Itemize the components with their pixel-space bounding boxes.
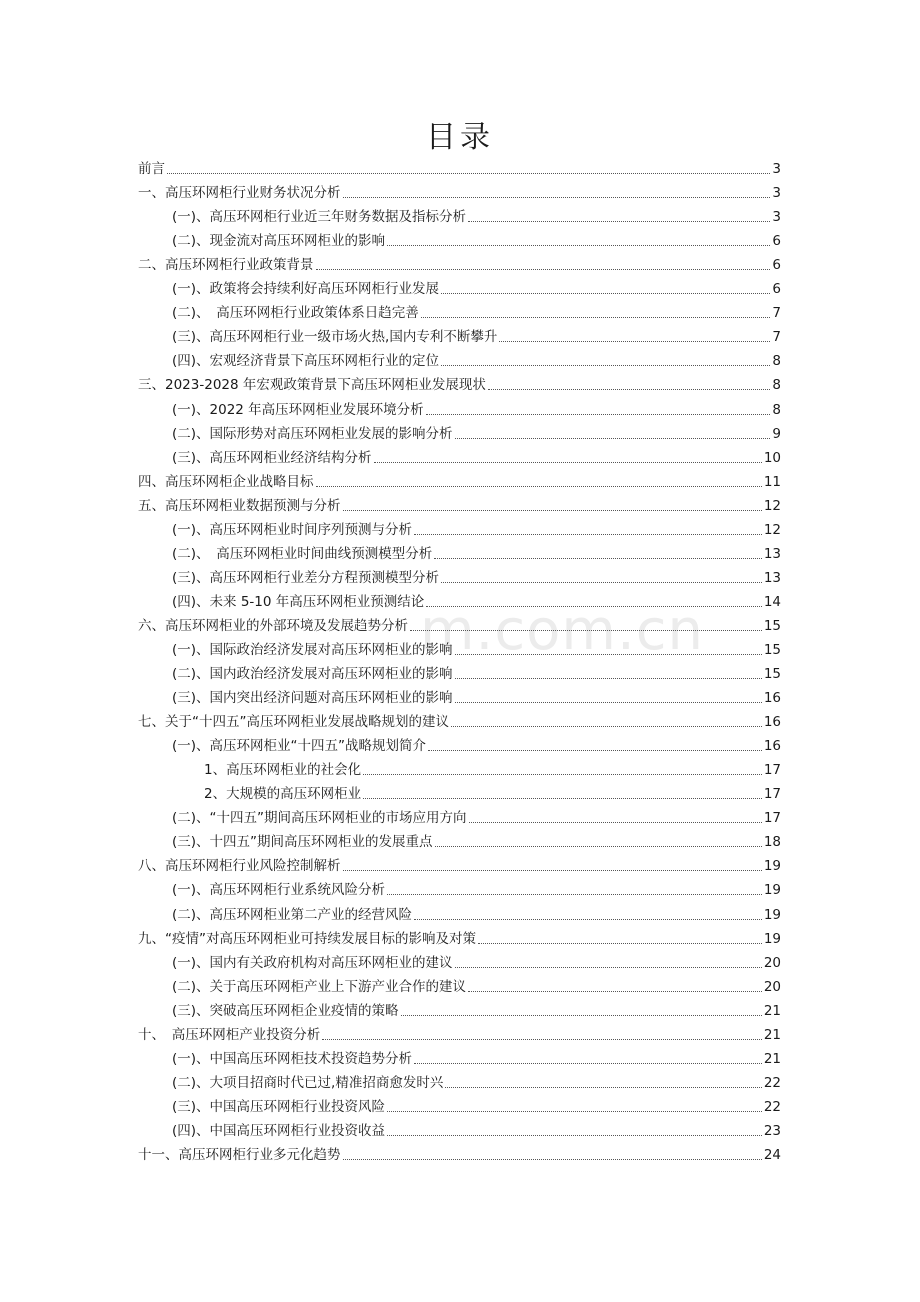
toc-entry-page-number: 19: [763, 858, 781, 875]
dot-leader: [387, 245, 770, 246]
toc-entry-title: (一)、国际政治经济发展对高压环网柜业的影响: [172, 641, 453, 658]
table-of-contents: [138, 157, 781, 1167]
dot-leader: [435, 846, 762, 847]
toc-entry-page-number: 7: [772, 305, 781, 322]
toc-entry[interactable]: [138, 638, 781, 662]
toc-entry-title: (一)、高压环网柜业时间序列预测与分析: [172, 521, 413, 538]
toc-entry-page-number: 17: [763, 786, 781, 803]
toc-entry[interactable]: [138, 614, 781, 638]
dot-leader: [441, 293, 770, 294]
watermark: m.com.cn: [420, 598, 705, 663]
toc-entry[interactable]: [138, 542, 781, 566]
toc-entry-title: 二、高压环网柜行业政策背景: [138, 257, 314, 274]
toc-entry[interactable]: [138, 902, 781, 926]
toc-entry-title: 一、高压环网柜行业财务状况分析: [138, 185, 341, 202]
toc-entry-title: (二)、大项目招商时代已过,精准招商愈发时兴: [172, 1074, 444, 1091]
toc-entry-page-number: 12: [763, 521, 781, 538]
toc-entry-page-number: 20: [763, 954, 781, 971]
dot-leader: [468, 991, 762, 992]
dot-leader: [343, 1159, 762, 1160]
dot-leader: [428, 750, 762, 751]
toc-entry-page-number: 9: [772, 425, 781, 442]
page-title: 目录: [426, 120, 494, 155]
dot-leader: [414, 534, 762, 535]
dot-leader: [455, 702, 762, 703]
toc-entry-page-number: 15: [763, 666, 781, 683]
toc-entry[interactable]: [138, 205, 781, 229]
dot-leader: [410, 630, 762, 631]
dot-leader: [316, 269, 771, 270]
toc-entry-title: (一)、2022 年高压环网柜业发展环境分析: [172, 401, 424, 418]
toc-entry-title: (一)、国内有关政府机构对高压环网柜业的建议: [172, 954, 453, 971]
toc-entry-title: (三)、高压环网柜行业差分方程预测模型分析: [172, 569, 440, 586]
toc-entry-title: (三)、突破高压环网柜企业疫情的策略: [172, 1002, 399, 1019]
toc-entry[interactable]: [138, 518, 781, 542]
toc-entry-page-number: 11: [763, 473, 781, 490]
toc-entry[interactable]: [138, 830, 781, 854]
dot-leader: [455, 967, 762, 968]
toc-entry-page-number: 15: [763, 641, 781, 658]
toc-entry-page-number: 17: [763, 762, 781, 779]
dot-leader: [445, 1087, 761, 1088]
toc-entry-title: (四)、宏观经济背景下高压环网柜行业的定位: [172, 353, 440, 370]
toc-entry[interactable]: [138, 1023, 781, 1047]
toc-entry-title: (三)、国内突出经济问题对高压环网柜业的影响: [172, 690, 453, 707]
toc-entry-title: 前言: [138, 161, 165, 178]
toc-entry-page-number: 19: [763, 882, 781, 899]
toc-entry[interactable]: [138, 734, 781, 758]
toc-entry-page-number: 22: [763, 1098, 781, 1115]
toc-entry-title: 2、大规模的高压环网柜业: [204, 786, 362, 803]
dot-leader: [322, 1039, 762, 1040]
dot-leader: [441, 365, 770, 366]
dot-leader: [387, 1135, 762, 1136]
toc-entry-title: (三)、十四五”期间高压环网柜业的发展重点: [172, 834, 433, 851]
toc-entry-title: (二)、“十四五”期间高压环网柜业的市场应用方向: [172, 810, 467, 827]
toc-entry-page-number: 16: [763, 714, 781, 731]
dot-leader: [401, 1015, 762, 1016]
toc-entry-title: (二)、 高压环网柜业时间曲线预测模型分析: [172, 545, 433, 562]
dot-leader: [363, 774, 762, 775]
toc-entry-page-number: 21: [763, 1002, 781, 1019]
toc-entry-title: (一)、高压环网柜行业近三年财务数据及指标分析: [172, 209, 467, 226]
toc-entry-title: (一)、中国高压环网柜技术投资趋势分析: [172, 1050, 413, 1067]
toc-entry-title: (二)、国内政治经济发展对高压环网柜业的影响: [172, 666, 453, 683]
dot-leader: [451, 726, 762, 727]
toc-entry-page-number: 8: [772, 377, 781, 394]
toc-entry-title: 九、“疫情”对高压环网柜业可持续发展目标的影响及对策: [138, 930, 476, 947]
dot-leader: [441, 582, 762, 583]
toc-entry[interactable]: [138, 373, 781, 397]
toc-entry-title: 1、高压环网柜业的社会化: [204, 762, 362, 779]
toc-entry-title: (一)、高压环网柜业“十四五”战略规划简介: [172, 738, 427, 755]
dot-leader: [387, 894, 762, 895]
toc-entry-page-number: 6: [772, 281, 781, 298]
toc-entry[interactable]: [138, 662, 781, 686]
toc-entry[interactable]: [138, 1119, 781, 1143]
toc-entry[interactable]: [138, 422, 781, 446]
toc-entry[interactable]: [138, 397, 781, 421]
toc-entry-page-number: 21: [763, 1050, 781, 1067]
dot-leader: [343, 870, 762, 871]
toc-entry[interactable]: [138, 349, 781, 373]
toc-entry-title: 十、 高压环网柜产业投资分析: [138, 1026, 321, 1043]
toc-entry[interactable]: [138, 951, 781, 975]
toc-entry[interactable]: [138, 975, 781, 999]
toc-entry[interactable]: [138, 927, 781, 951]
toc-entry[interactable]: [138, 1143, 781, 1167]
toc-entry-page-number: 15: [763, 617, 781, 634]
toc-entry-page-number: 21: [763, 1026, 781, 1043]
toc-entry[interactable]: [138, 253, 781, 277]
toc-entry[interactable]: [138, 758, 781, 782]
toc-entry[interactable]: [138, 494, 781, 518]
toc-entry[interactable]: [138, 999, 781, 1023]
toc-entry-page-number: 3: [772, 185, 781, 202]
toc-entry-page-number: 23: [763, 1122, 781, 1139]
toc-entry[interactable]: [138, 878, 781, 902]
toc-entry-title: 三、2023-2028 年宏观政策背景下高压环网柜业发展现状: [138, 377, 486, 394]
dot-leader: [468, 221, 770, 222]
dot-leader: [426, 606, 762, 607]
toc-entry-page-number: 3: [772, 209, 781, 226]
toc-entry-title: 十一、高压环网柜行业多元化趋势: [138, 1146, 341, 1163]
dot-leader: [374, 462, 762, 463]
toc-entry-title: (三)、高压环网柜行业一级市场火热,国内专利不断攀升: [172, 329, 498, 346]
dot-leader: [316, 486, 762, 487]
dot-leader: [426, 414, 771, 415]
dot-leader: [421, 317, 771, 318]
toc-entry-title: (一)、政策将会持续利好高压环网柜行业发展: [172, 281, 440, 298]
toc-entry[interactable]: [138, 181, 781, 205]
toc-entry-title: (三)、中国高压环网柜行业投资风险: [172, 1098, 386, 1115]
toc-entry-title: (二)、关于高压环网柜产业上下游产业合作的建议: [172, 978, 467, 995]
toc-entry[interactable]: [138, 229, 781, 253]
toc-entry[interactable]: [138, 806, 781, 830]
toc-entry-title: 四、高压环网柜企业战略目标: [138, 473, 314, 490]
toc-entry-title: 七、关于“十四五”高压环网柜业发展战略规划的建议: [138, 714, 449, 731]
toc-entry-page-number: 16: [763, 690, 781, 707]
toc-entry[interactable]: [138, 1071, 781, 1095]
dot-leader: [478, 943, 762, 944]
dot-leader: [387, 1111, 762, 1112]
toc-entry-page-number: 6: [772, 257, 781, 274]
toc-entry[interactable]: [138, 566, 781, 590]
toc-entry-page-number: 14: [763, 593, 781, 610]
dot-leader: [343, 197, 771, 198]
toc-entry-page-number: 6: [772, 233, 781, 250]
toc-entry[interactable]: [138, 854, 781, 878]
toc-entry-page-number: 13: [763, 569, 781, 586]
toc-entry-page-number: 8: [772, 401, 781, 418]
toc-entry-page-number: 17: [763, 810, 781, 827]
toc-entry[interactable]: [138, 325, 781, 349]
dot-leader: [455, 438, 771, 439]
toc-entry-page-number: 12: [763, 497, 781, 514]
toc-entry-title: (一)、高压环网柜行业系统风险分析: [172, 882, 386, 899]
toc-entry-page-number: 18: [763, 834, 781, 851]
dot-leader: [455, 654, 762, 655]
toc-entry-page-number: 19: [763, 930, 781, 947]
dot-leader: [455, 678, 762, 679]
toc-entry[interactable]: [138, 1047, 781, 1071]
toc-entry[interactable]: [138, 590, 781, 614]
toc-entry-title: 六、高压环网柜业的外部环境及发展趋势分析: [138, 617, 408, 634]
dot-leader: [363, 798, 762, 799]
toc-entry-page-number: 10: [763, 449, 781, 466]
toc-entry-page-number: 7: [772, 329, 781, 346]
toc-entry-title: (二)、国际形势对高压环网柜业发展的影响分析: [172, 425, 453, 442]
dot-leader: [343, 510, 762, 511]
toc-entry-title: (二)、高压环网柜业第二产业的经营风险: [172, 906, 413, 923]
toc-entry-page-number: 22: [763, 1074, 781, 1091]
dot-leader: [434, 558, 762, 559]
toc-entry[interactable]: [138, 157, 781, 181]
toc-entry[interactable]: [138, 470, 781, 494]
dot-leader: [167, 173, 770, 174]
toc-entry-title: (四)、未来 5-10 年高压环网柜业预测结论: [172, 593, 425, 610]
toc-entry-page-number: 3: [772, 161, 781, 178]
toc-entry-page-number: 16: [763, 738, 781, 755]
dot-leader: [414, 1063, 762, 1064]
toc-entry[interactable]: [138, 277, 781, 301]
toc-entry-page-number: 13: [763, 545, 781, 562]
toc-entry-title: 八、高压环网柜行业风险控制解析: [138, 858, 341, 875]
toc-entry[interactable]: [138, 686, 781, 710]
dot-leader: [414, 919, 762, 920]
toc-entry-title: (二)、 高压环网柜行业政策体系日趋完善: [172, 305, 419, 322]
toc-entry-title: (二)、现金流对高压环网柜业的影响: [172, 233, 386, 250]
toc-entry-page-number: 19: [763, 906, 781, 923]
toc-entry-page-number: 8: [772, 353, 781, 370]
dot-leader: [499, 341, 770, 342]
toc-entry-page-number: 20: [763, 978, 781, 995]
toc-entry[interactable]: [138, 301, 781, 325]
toc-entry[interactable]: [138, 710, 781, 734]
toc-entry-title: (四)、中国高压环网柜行业投资收益: [172, 1122, 386, 1139]
dot-leader: [488, 389, 771, 390]
dot-leader: [469, 822, 762, 823]
toc-entry-title: (三)、高压环网柜业经济结构分析: [172, 449, 372, 466]
toc-entry[interactable]: [138, 1095, 781, 1119]
toc-entry[interactable]: [138, 446, 781, 470]
toc-entry-title: 五、高压环网柜业数据预测与分析: [138, 497, 341, 514]
toc-entry-page-number: 24: [763, 1146, 781, 1163]
toc-entry[interactable]: [138, 782, 781, 806]
